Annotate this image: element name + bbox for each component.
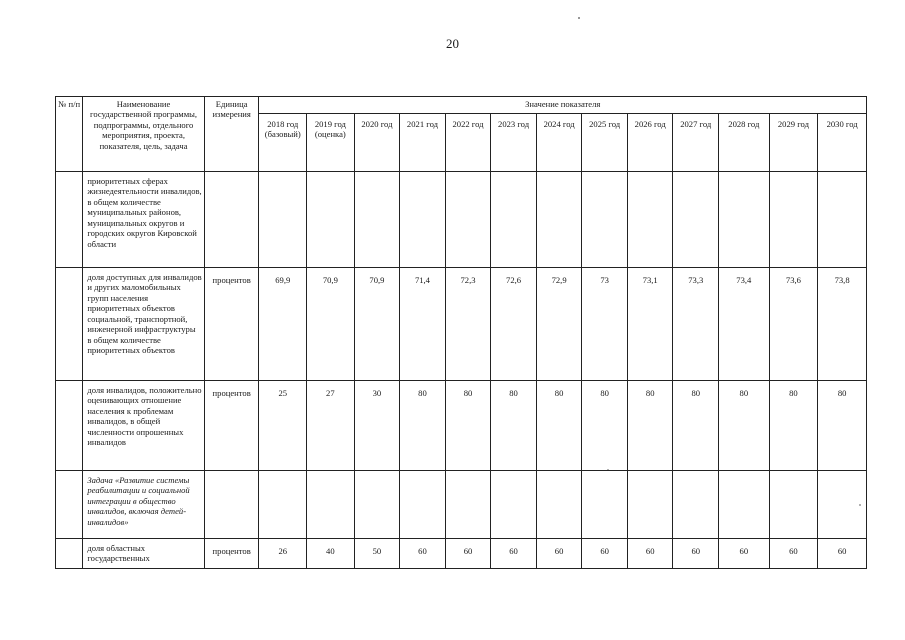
- row-value: 60: [491, 539, 537, 569]
- row-unit: [204, 172, 259, 268]
- row-value: 71,4: [400, 268, 446, 381]
- row-num: [56, 172, 83, 268]
- row-value: [536, 172, 582, 268]
- row-value: 80: [491, 381, 537, 471]
- row-value: 80: [673, 381, 719, 471]
- row-value: 25: [259, 381, 307, 471]
- row-value: [354, 471, 400, 539]
- row-value: [582, 172, 628, 268]
- row-value: 30: [354, 381, 400, 471]
- header-year: 2022 год: [445, 114, 491, 172]
- row-value: 69,9: [259, 268, 307, 381]
- header-name: Наименование государственной программы, подпрограммы, отдельного мероприятия, проекта, показателя, цель, задача: [83, 97, 204, 172]
- row-value: 70,9: [354, 268, 400, 381]
- row-num: [56, 471, 83, 539]
- table-row: [56, 268, 867, 381]
- header-year: 2024 год: [536, 114, 582, 172]
- row-value: [259, 471, 307, 539]
- header-year: 2027 год: [673, 114, 719, 172]
- row-value: [673, 471, 719, 539]
- header-year: 2030 год: [818, 114, 867, 172]
- row-name: доля областных государственных: [83, 539, 204, 569]
- row-value: [582, 471, 628, 539]
- row-name: Задача «Развитие системы реабилитации и социальной интеграции в общество инвалидов, включая детей-инвалидов»: [83, 471, 204, 539]
- row-value: 72,6: [491, 268, 537, 381]
- row-value: [536, 471, 582, 539]
- header-values-title: Значение показателя: [259, 97, 867, 114]
- row-value: 60: [719, 539, 770, 569]
- row-unit: процентов: [204, 381, 259, 471]
- indicators-table: [55, 96, 867, 569]
- row-value: 60: [818, 539, 867, 569]
- table-row: [56, 381, 867, 471]
- table-row: [56, 471, 867, 539]
- header-year: 2018 год (базовый): [259, 114, 307, 172]
- header-year: 2025 год: [582, 114, 628, 172]
- row-value: [354, 172, 400, 268]
- row-value: 80: [769, 381, 818, 471]
- header-year: 2019 год (оценка): [307, 114, 355, 172]
- row-value: 73,8: [818, 268, 867, 381]
- row-value: 73: [582, 268, 628, 381]
- row-num: [56, 268, 83, 381]
- row-value: 60: [400, 539, 446, 569]
- row-value: 60: [536, 539, 582, 569]
- row-value: 27: [307, 381, 355, 471]
- header-num: № п/п: [56, 97, 83, 172]
- row-value: 60: [769, 539, 818, 569]
- row-value: [400, 471, 446, 539]
- row-value: 70,9: [307, 268, 355, 381]
- row-value: 80: [719, 381, 770, 471]
- row-value: [769, 172, 818, 268]
- row-value: 73,1: [627, 268, 673, 381]
- row-value: [627, 172, 673, 268]
- row-value: [627, 471, 673, 539]
- row-value: 80: [445, 381, 491, 471]
- row-unit: процентов: [204, 539, 259, 569]
- header-year: 2026 год: [627, 114, 673, 172]
- row-value: 80: [400, 381, 446, 471]
- row-value: [400, 172, 446, 268]
- row-value: [719, 471, 770, 539]
- row-value: 73,4: [719, 268, 770, 381]
- header-year: 2029 год: [769, 114, 818, 172]
- row-value: [719, 172, 770, 268]
- header-year: 2023 год: [491, 114, 537, 172]
- row-value: 60: [673, 539, 719, 569]
- row-value: [445, 471, 491, 539]
- row-value: [769, 471, 818, 539]
- row-value: 60: [445, 539, 491, 569]
- row-value: [818, 172, 867, 268]
- row-value: 80: [818, 381, 867, 471]
- row-value: [673, 172, 719, 268]
- row-value: [307, 172, 355, 268]
- row-value: 40: [307, 539, 355, 569]
- table-row: [56, 172, 867, 268]
- row-value: 73,6: [769, 268, 818, 381]
- row-unit: [204, 471, 259, 539]
- table-row: [56, 539, 867, 569]
- row-value: 80: [582, 381, 628, 471]
- row-value: 60: [582, 539, 628, 569]
- header-unit: Единица измерения: [204, 97, 259, 172]
- row-value: [491, 471, 537, 539]
- row-value: 50: [354, 539, 400, 569]
- row-name: приоритетных сферах жизнедеятельности инвалидов, в общем количестве муниципальных районов, муниципальных округов и городских округов Кировской области: [83, 172, 204, 268]
- scan-mark: [578, 17, 580, 19]
- header-year: 2021 год: [400, 114, 446, 172]
- row-num: [56, 381, 83, 471]
- row-value: [307, 471, 355, 539]
- row-value: 26: [259, 539, 307, 569]
- row-value: 72,9: [536, 268, 582, 381]
- row-value: [818, 471, 867, 539]
- row-value: 72,3: [445, 268, 491, 381]
- row-value: [445, 172, 491, 268]
- row-value: 60: [627, 539, 673, 569]
- row-value: 73,3: [673, 268, 719, 381]
- row-num: [56, 539, 83, 569]
- row-value: [259, 172, 307, 268]
- row-value: 80: [536, 381, 582, 471]
- header-year: 2028 год: [719, 114, 770, 172]
- row-value: [491, 172, 537, 268]
- row-unit: процентов: [204, 268, 259, 381]
- row-value: 80: [627, 381, 673, 471]
- header-year: 2020 год: [354, 114, 400, 172]
- page-number: 20: [446, 36, 459, 51]
- row-name: доля доступных для инвалидов и других маломобильных групп населения приоритетных объектов социальной, транспортной, инженерной инфраструктуры в общем количестве приоритетных объектов: [83, 268, 204, 381]
- row-name: доля инвалидов, положительно оценивающих отношение населения к проблемам инвалидов, в общей численности опрошенных инвалидов: [83, 381, 204, 471]
